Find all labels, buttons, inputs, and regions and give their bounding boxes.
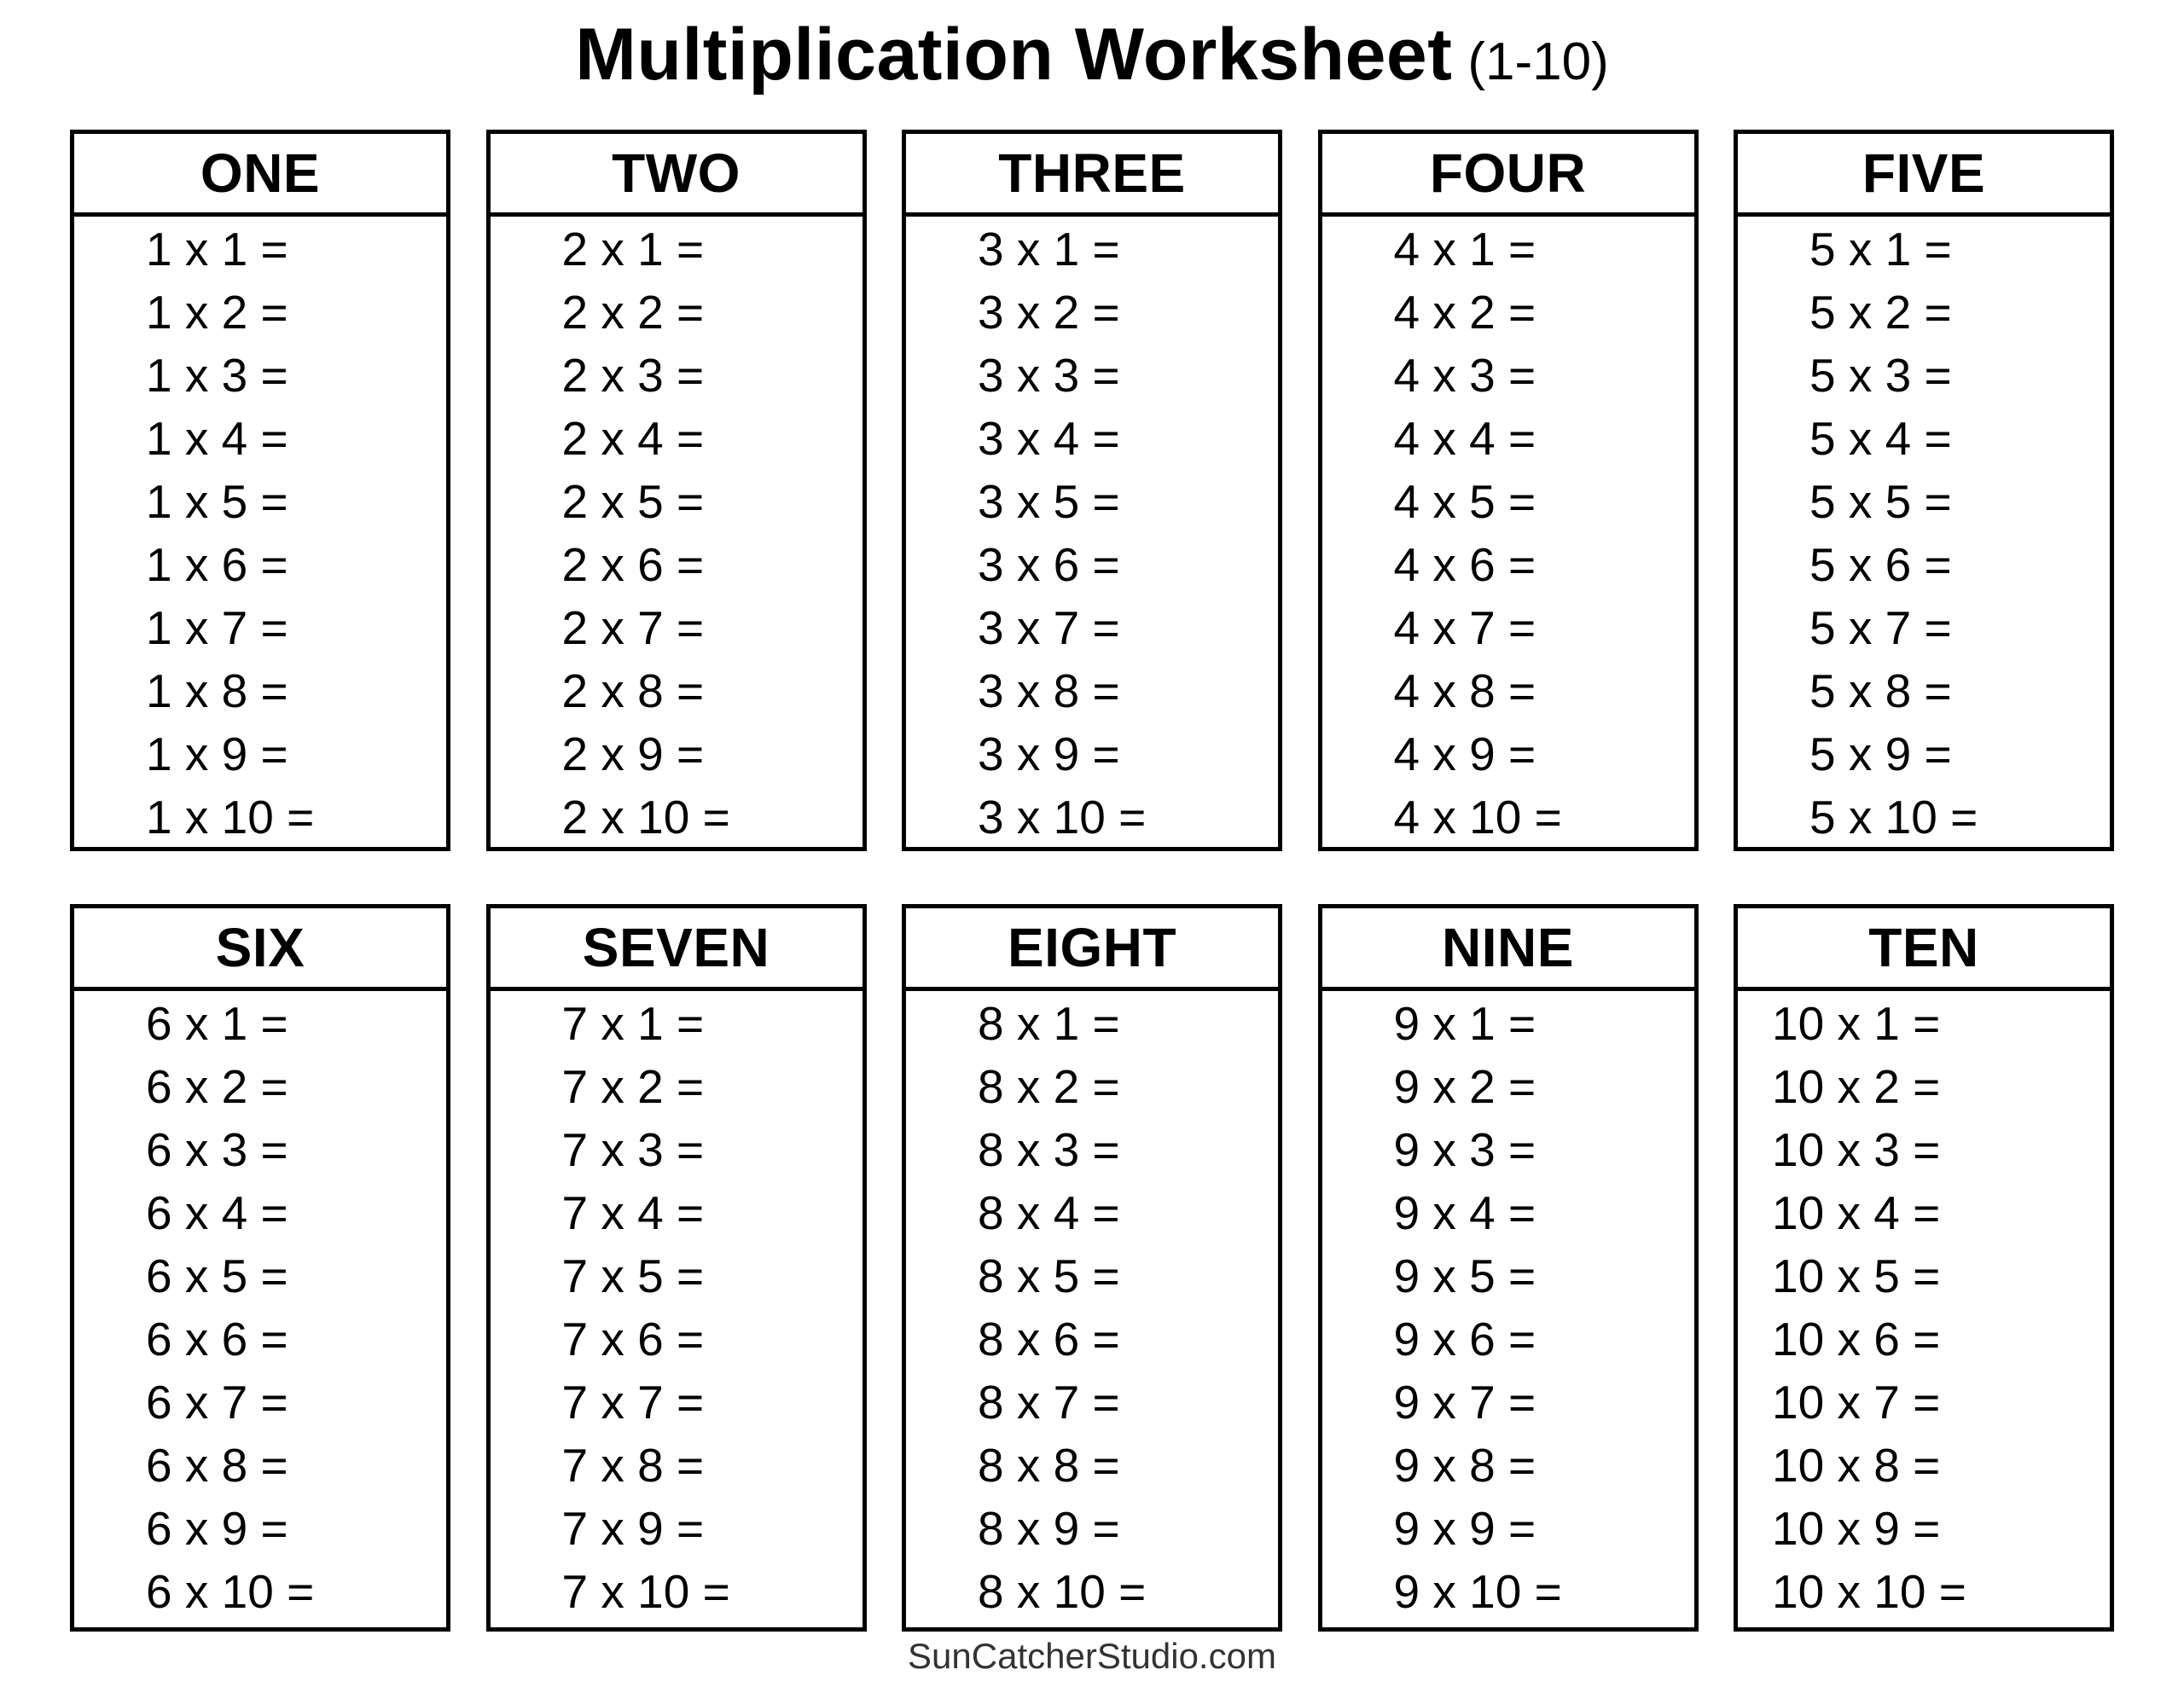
problem-row: 6 x 7 = bbox=[146, 1376, 288, 1429]
problem-row: 6 x 3 = bbox=[146, 1123, 288, 1176]
problem-row: 5 x 10 = bbox=[1809, 791, 1978, 844]
table-five-rows bbox=[1738, 217, 2110, 849]
problem-row: 6 x 5 = bbox=[146, 1249, 288, 1302]
problem-row: 3 x 9 = bbox=[978, 728, 1120, 780]
problem-row: 7 x 8 = bbox=[561, 1439, 705, 1492]
problem-row: 3 x 6 = bbox=[978, 538, 1120, 591]
problem-row: 1 x 9 = bbox=[146, 728, 288, 780]
problem-row: 4 x 7 = bbox=[1393, 601, 1536, 654]
problem-row: 9 x 7 = bbox=[1393, 1376, 1536, 1429]
problem-row: 4 x 3 = bbox=[1393, 349, 1536, 402]
table-eight-header: EIGHT bbox=[906, 908, 1278, 991]
problem-row: 2 x 10 = bbox=[561, 791, 730, 844]
problem-row: 5 x 4 = bbox=[1809, 412, 1952, 465]
problem-row: 7 x 7 = bbox=[561, 1376, 705, 1429]
problem-row: 8 x 9 = bbox=[978, 1502, 1120, 1555]
table-eight-rows bbox=[906, 991, 1278, 1623]
problem-row: 1 x 2 = bbox=[146, 286, 288, 339]
page-title-range: (1-10) bbox=[1467, 32, 1609, 91]
problem-row: 1 x 3 = bbox=[146, 349, 288, 402]
problem-row: 2 x 6 = bbox=[561, 538, 705, 591]
table-four-rows bbox=[1322, 217, 1694, 849]
tables-row-top bbox=[70, 130, 2114, 851]
problem-row: 10 x 9 = bbox=[1772, 1502, 1941, 1555]
table-nine-header: NINE bbox=[1322, 908, 1694, 991]
problem-row: 4 x 4 = bbox=[1393, 412, 1536, 465]
problem-row: 10 x 7 = bbox=[1772, 1376, 1941, 1429]
problem-row: 7 x 2 = bbox=[561, 1060, 705, 1113]
problem-row: 3 x 3 = bbox=[978, 349, 1120, 402]
problem-row: 4 x 5 = bbox=[1393, 475, 1536, 528]
problem-row: 3 x 7 = bbox=[978, 601, 1120, 654]
problem-row: 1 x 8 = bbox=[146, 664, 288, 717]
problem-row: 7 x 1 = bbox=[561, 997, 705, 1050]
problem-row: 9 x 1 = bbox=[1393, 997, 1536, 1050]
problem-row: 8 x 5 = bbox=[978, 1249, 1120, 1302]
problem-row: 7 x 5 = bbox=[561, 1249, 705, 1302]
problem-row: 10 x 10 = bbox=[1772, 1565, 1966, 1618]
problem-row: 6 x 10 = bbox=[146, 1565, 315, 1618]
problem-row: 9 x 2 = bbox=[1393, 1060, 1536, 1113]
problem-row: 8 x 2 = bbox=[978, 1060, 1120, 1113]
problem-row: 3 x 1 = bbox=[978, 223, 1120, 275]
tables-row-bottom bbox=[70, 904, 2114, 1632]
table-nine-rows bbox=[1322, 991, 1694, 1623]
table-two-rows bbox=[491, 217, 863, 849]
problem-row: 9 x 5 = bbox=[1393, 1249, 1536, 1302]
table-seven-header: SEVEN bbox=[491, 908, 863, 991]
table-nine bbox=[1318, 904, 1699, 1632]
problem-row: 8 x 3 = bbox=[978, 1123, 1120, 1176]
problem-row: 8 x 7 = bbox=[978, 1376, 1120, 1429]
problem-row: 3 x 8 = bbox=[978, 664, 1120, 717]
problem-row: 6 x 1 = bbox=[146, 997, 288, 1050]
problem-row: 9 x 6 = bbox=[1393, 1313, 1536, 1365]
problem-row: 8 x 1 = bbox=[978, 997, 1120, 1050]
table-six-rows bbox=[74, 991, 446, 1623]
table-four-header: FOUR bbox=[1322, 134, 1694, 217]
page-title bbox=[0, 10, 2184, 114]
problem-row: 6 x 2 = bbox=[146, 1060, 288, 1113]
problem-row: 4 x 1 = bbox=[1393, 223, 1536, 275]
problem-row: 8 x 8 = bbox=[978, 1439, 1120, 1492]
problem-row: 2 x 1 = bbox=[561, 223, 705, 275]
table-six bbox=[70, 904, 450, 1632]
problem-row: 4 x 2 = bbox=[1393, 286, 1536, 339]
table-three-rows bbox=[906, 217, 1278, 849]
table-five-header: FIVE bbox=[1738, 134, 2110, 217]
problem-row: 10 x 8 = bbox=[1772, 1439, 1941, 1492]
problem-row: 7 x 10 = bbox=[561, 1565, 730, 1618]
problem-row: 2 x 3 = bbox=[561, 349, 705, 402]
problem-row: 4 x 6 = bbox=[1393, 538, 1536, 591]
problem-row: 7 x 6 = bbox=[561, 1313, 705, 1365]
problem-row: 5 x 8 = bbox=[1809, 664, 1952, 717]
table-five bbox=[1734, 130, 2114, 851]
table-four bbox=[1318, 130, 1699, 851]
problem-row: 10 x 1 = bbox=[1772, 997, 1941, 1050]
problem-row: 9 x 4 = bbox=[1393, 1186, 1536, 1239]
problem-row: 8 x 10 = bbox=[978, 1565, 1147, 1618]
problem-row: 10 x 6 = bbox=[1772, 1313, 1941, 1365]
table-eight bbox=[902, 904, 1282, 1632]
problem-row: 2 x 7 = bbox=[561, 601, 705, 654]
table-ten-rows bbox=[1738, 991, 2110, 1623]
problem-row: 7 x 4 = bbox=[561, 1186, 705, 1239]
problem-row: 6 x 4 = bbox=[146, 1186, 288, 1239]
table-ten-header: TEN bbox=[1738, 908, 2110, 991]
problem-row: 3 x 5 = bbox=[978, 475, 1120, 528]
table-six-header: SIX bbox=[74, 908, 446, 991]
problem-row: 1 x 4 = bbox=[146, 412, 288, 465]
problem-row: 7 x 9 = bbox=[561, 1502, 705, 1555]
problem-row: 2 x 5 = bbox=[561, 475, 705, 528]
problem-row: 6 x 6 = bbox=[146, 1313, 288, 1365]
table-one-header: ONE bbox=[74, 134, 446, 217]
problem-row: 1 x 10 = bbox=[146, 791, 315, 844]
table-one bbox=[70, 130, 450, 851]
problem-row: 9 x 3 = bbox=[1393, 1123, 1536, 1176]
problem-row: 5 x 9 = bbox=[1809, 728, 1952, 780]
problem-row: 9 x 9 = bbox=[1393, 1502, 1536, 1555]
problem-row: 6 x 9 = bbox=[146, 1502, 288, 1555]
table-ten bbox=[1734, 904, 2114, 1632]
problem-row: 10 x 5 = bbox=[1772, 1249, 1941, 1302]
problem-row: 5 x 2 = bbox=[1809, 286, 1952, 339]
problem-row: 5 x 3 = bbox=[1809, 349, 1952, 402]
problem-row: 3 x 4 = bbox=[978, 412, 1120, 465]
problem-row: 9 x 10 = bbox=[1393, 1565, 1562, 1618]
problem-row: 9 x 8 = bbox=[1393, 1439, 1536, 1492]
problem-row: 2 x 2 = bbox=[561, 286, 705, 339]
problem-row: 8 x 4 = bbox=[978, 1186, 1120, 1239]
problem-row: 4 x 10 = bbox=[1393, 791, 1562, 844]
footer-credit: SunCatcherStudio.com bbox=[908, 1636, 1276, 1676]
problem-row: 2 x 9 = bbox=[561, 728, 705, 780]
problem-row: 1 x 1 = bbox=[146, 223, 288, 275]
table-one-rows bbox=[74, 217, 446, 849]
problem-row: 4 x 8 = bbox=[1393, 664, 1536, 717]
problem-row: 4 x 9 = bbox=[1393, 728, 1536, 780]
table-three-header: THREE bbox=[906, 134, 1278, 217]
problem-row: 1 x 7 = bbox=[146, 601, 288, 654]
problem-row: 5 x 6 = bbox=[1809, 538, 1952, 591]
problem-row: 5 x 1 = bbox=[1809, 223, 1952, 275]
problem-row: 8 x 6 = bbox=[978, 1313, 1120, 1365]
problem-row: 10 x 2 = bbox=[1772, 1060, 1941, 1113]
problem-row: 7 x 3 = bbox=[561, 1123, 705, 1176]
problem-row: 1 x 6 = bbox=[146, 538, 288, 591]
page-title-main: Multiplication Worksheet bbox=[575, 14, 1453, 96]
problem-row: 2 x 8 = bbox=[561, 664, 705, 717]
table-two-header: TWO bbox=[491, 134, 863, 217]
problem-row: 6 x 8 = bbox=[146, 1439, 288, 1492]
problem-row: 3 x 10 = bbox=[978, 791, 1147, 844]
problem-row: 1 x 5 = bbox=[146, 475, 288, 528]
problem-row: 10 x 4 = bbox=[1772, 1186, 1941, 1239]
table-seven bbox=[486, 904, 867, 1632]
table-two bbox=[486, 130, 867, 851]
problem-row: 2 x 4 = bbox=[561, 412, 705, 465]
problem-row: 10 x 3 = bbox=[1772, 1123, 1941, 1176]
table-three bbox=[902, 130, 1282, 851]
table-seven-rows bbox=[491, 991, 863, 1623]
problem-row: 3 x 2 = bbox=[978, 286, 1120, 339]
problem-row: 5 x 5 = bbox=[1809, 475, 1952, 528]
problem-row: 5 x 7 = bbox=[1809, 601, 1952, 654]
